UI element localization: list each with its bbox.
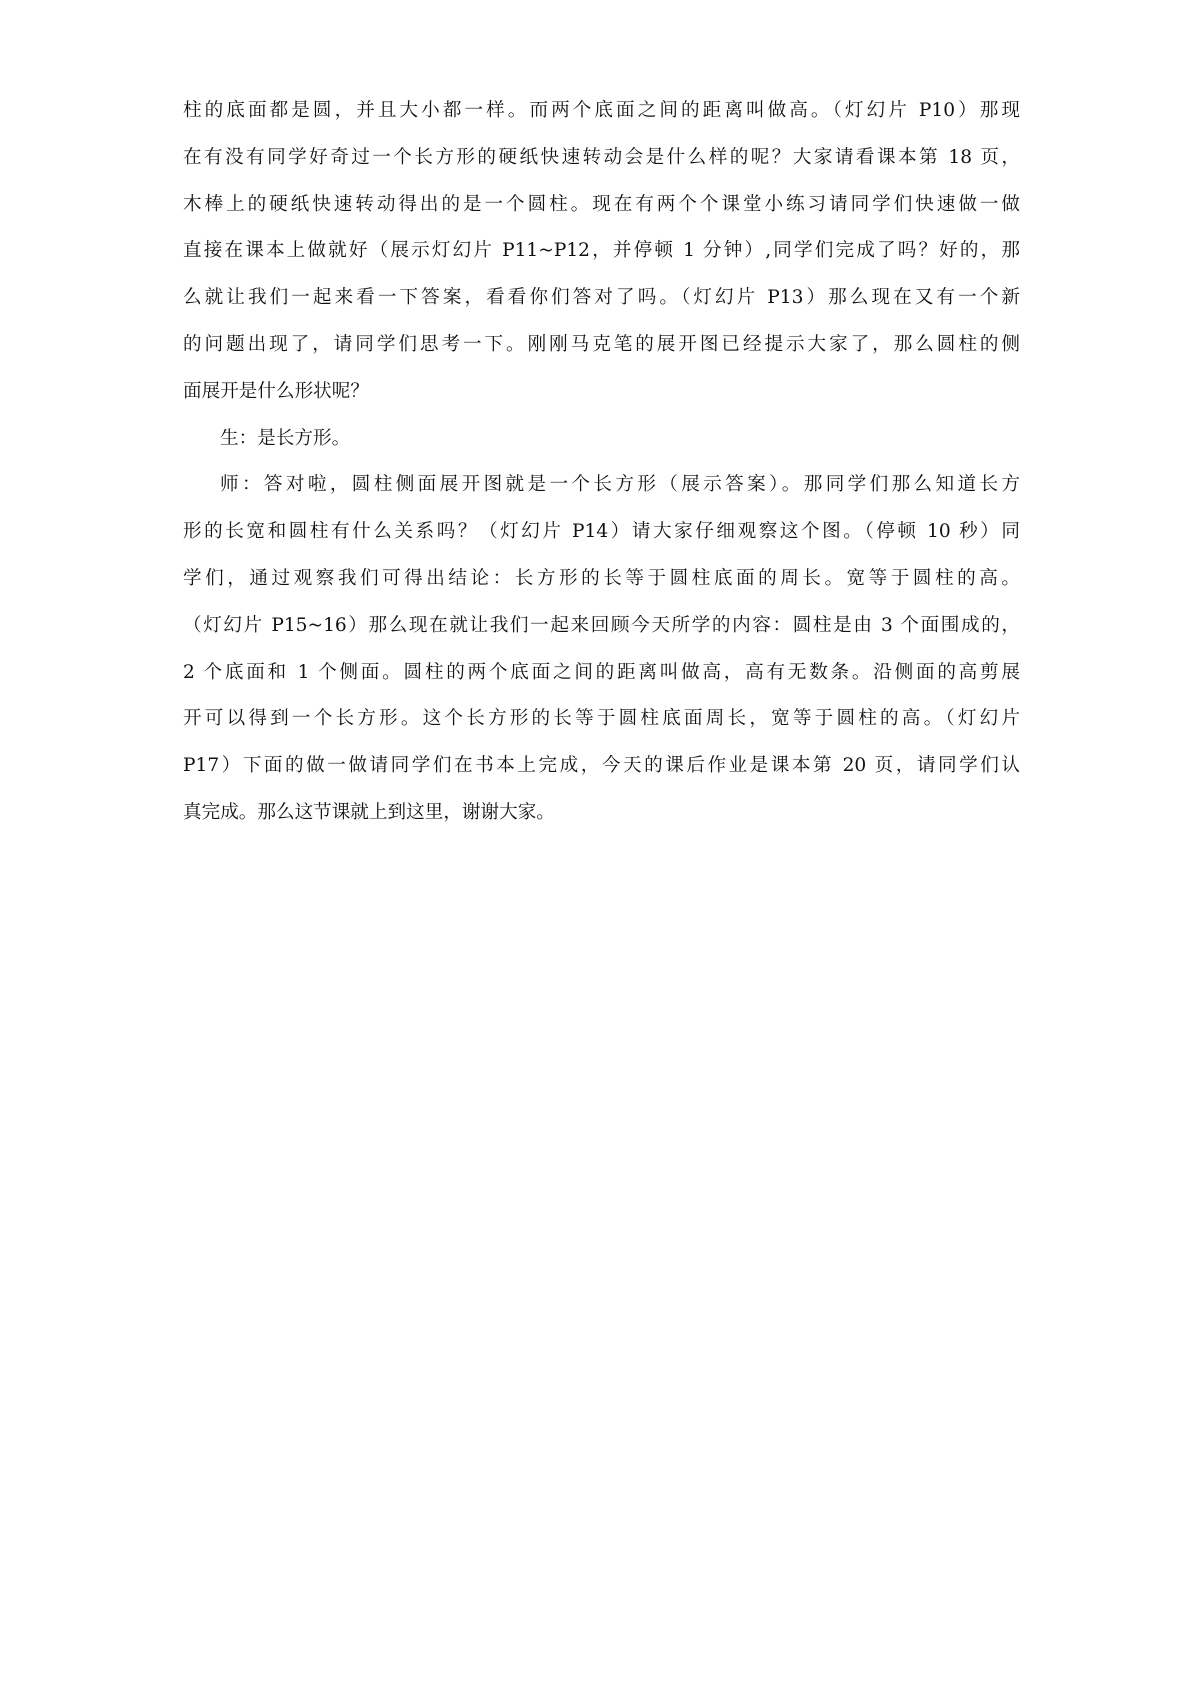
text-line: 么就让我们一起来看一下答案，看看你们答对了吗。（灯幻片 P13）那么现在又有一个新: [183, 287, 1020, 309]
text-line: 2 个底面和 1 个侧面。圆柱的两个底面之间的距离叫做高，高有无数条。沿侧面的高剪展: [183, 661, 1020, 683]
text-line: 木棒上的硬纸快速转动得出的是一个圆柱。现在有两个个课堂小练习请同学们快速做一做: [183, 193, 1020, 215]
text-line: P17）下面的做一做请同学们在书本上完成，今天的课后作业是课本第 20 页，请同学们认: [183, 755, 1020, 777]
text-line: （灯幻片 P15~16）那么现在就让我们一起来回顾今天所学的内容：圆柱是由 3 个面围成的，: [183, 614, 1020, 636]
text-line: 直接在课本上做就好（展示灯幻片 P11~P12，并停顿 1 分钟）,同学们完成了吗？好的，那: [183, 240, 1020, 262]
teacher-line: 师：答对啦，圆柱侧面展开图就是一个长方形（展示答案）。那同学们那么知道长方: [220, 474, 1020, 496]
text-line: 面展开是什么形状呢？: [183, 380, 369, 402]
text-line: 学们，通过观察我们可得出结论：长方形的长等于圆柱底面的周长。宽等于圆柱的高。: [183, 567, 1020, 589]
text-line: 的问题出现了，请同学们思考一下。刚刚马克笔的展开图已经提示大家了，那么圆柱的侧: [183, 333, 1020, 355]
text-line: 真完成。那么这节课就上到这里，谢谢大家。: [183, 801, 555, 823]
text-line: 柱的底面都是圆，并且大小都一样。而两个底面之间的距离叫做高。（灯幻片 P10）那现: [183, 100, 1020, 121]
text-line: 开可以得到一个长方形。这个长方形的长等于圆柱底面周长，宽等于圆柱的高。（灯幻片: [183, 708, 1020, 730]
lesson-transcript: [183, 88, 1020, 837]
student-answer-line: 生：是长方形。: [220, 427, 351, 449]
text-line: 在有没有同学好奇过一个长方形的硬纸快速转动会是什么样的呢？大家请看课本第 18 页，: [183, 146, 1020, 168]
text-line: 形的长宽和圆柱有什么关系吗？（灯幻片 P14）请大家仔细观察这个图。（停顿 10 秒）同: [183, 521, 1020, 543]
